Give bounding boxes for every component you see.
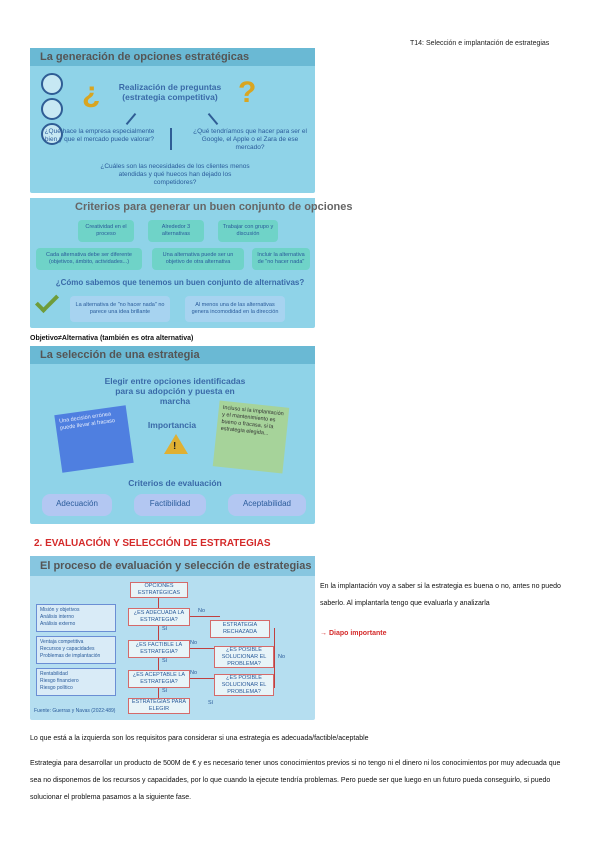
requisitos-factibilidad: Ventaja competitiva Recursos y capacidades Problemas de implantación — [36, 636, 116, 664]
criteria-factibilidad: Factibilidad — [134, 494, 206, 516]
slide-title: La selección de una estrategia — [30, 346, 315, 364]
criteria-pill: Cada alternativa debe ser diferente (objetivos, ámbito, actividades...) — [36, 248, 142, 270]
paragraph: Estrategia para desarrollar un producto de 500M de € y es necesario tener unos conocimientos previos si no tengo ni el dinero ni los conocimientos por muy adecuada que sea no disponemos de los recursos y capacidades, por lo que cuando la ejecute tendría problemas. Pero puede ser que luego en un futuro pueda conseguirlo, si puedo solucionar el problema pasamos a la siguiente fase. — [30, 760, 561, 801]
slide-subtitle: Elegir entre opciones identificadas para su adopción y puesta en marcha — [104, 376, 246, 406]
flow-solucionar-2: ¿ES POSIBLE SOLUCIONAR EL PROBLEMA? — [214, 674, 274, 696]
arrow-icon — [208, 113, 219, 125]
criteria-aceptabilidad: Aceptabilidad — [228, 494, 306, 516]
criteria-title: Criterios de evaluación — [128, 478, 222, 488]
criteria-adecuacion: Adecuación — [42, 494, 112, 516]
slide-title: La generación de opciones estratégicas — [30, 48, 315, 66]
flow-rechazada: ESTRATEGIA RECHAZADA — [210, 620, 270, 638]
slide-title: Criterios para generar un buen conjunto de opciones — [30, 198, 315, 216]
question-mark-icon: ? — [238, 76, 257, 109]
flow-q-factible: ¿ES FACTIBLE LA ESTRATEGIA? — [128, 640, 190, 658]
criteria-pill: Alrededor 3 alternativas — [148, 220, 204, 242]
requisitos-adecuacion: Misión y objetivos Análisis interno Análisis externo — [36, 604, 116, 632]
slide-proceso-evaluacion: El proceso de evaluación y selección de estrategias OPCIONES ESTRATÉGICAS ¿ES ADECUADA LA ESTRATEGIA? Sí ¿ES FACTIBLE LA ESTRATEGIA? Sí ¿ES ACEPTABLE LA ESTRATEGIA? Sí ESTRATEGIAS PARA ELEGIR No ESTRATEGIA RECHAZADA No ¿ES POSIBLE SOLUCIONAR EL PROBLEMA? No ¿ES POSIBLE SOLUCIONAR EL PROBLEMA? No Sí Misión y objetivos Análisis interno Análisis externo Ventaja competitiva Recursos y capacidades Problemas de implantación Rentabilidad Riesgo financiero Riesgo político Fuente: Guerras y Navas (2022:489) — [30, 556, 315, 720]
criteria-pill: Una alternativa puede ser un objetivo de otra alternativa — [152, 248, 244, 270]
slide-generacion-opciones — [30, 48, 315, 193]
flow-q-adecuada: ¿ES ADECUADA LA ESTRATEGIA? — [128, 608, 190, 626]
sticky-note: Incluso si la implantación y el mantenimiento es bueno o fracasa, si la estrategia elegida... — [213, 401, 290, 474]
slide-source: Fuente: Guerras y Navas (2022:489) — [34, 708, 116, 714]
importance-label: Importancia — [147, 420, 197, 430]
important-note: → Diapo importante — [320, 630, 387, 637]
checkmark-icon — [35, 289, 59, 313]
slide-seleccion-estrategia: La selección de una estrategia Elegir entre opciones identificadas para su adopción y puesta en marcha Una decisión errónea puede llevar al fracaso Importancia ! Incluso si la implantación y el mantenimiento es bueno o fracasa, si la estrategia elegida... Criterios de evaluación Adecuación Factibilidad Aceptabilidad — [30, 346, 315, 524]
question-bottom: ¿Cuáles son las necesidades de los clientes menos atendidas y qué huecos han dejado los competidores? — [100, 163, 250, 186]
answer-pill: La alternativa de "no hacer nada" no parece una idea brillante — [70, 296, 170, 322]
caption: Objetivo≠Alternativa (también es otra alternativa) — [30, 335, 194, 342]
criteria-pill: Trabajar con grupo y discusión — [218, 220, 278, 242]
slide-center-text: Realización de preguntas (estrategia competitiva) — [118, 82, 222, 102]
criteria-pill: Creatividad en el proceso — [78, 220, 134, 242]
question-left: ¿Qué hace la empresa especialmente bien y que el mercado puede valorar? — [44, 128, 155, 143]
page-header: T14: Selección e implantación de estrategias — [410, 40, 550, 47]
flow-q-aceptable: ¿ES ACEPTABLE LA ESTRATEGIA? — [128, 670, 190, 688]
section-title: 2. EVALUACIÓN Y SELECCIÓN DE ESTRATEGIAS — [34, 538, 271, 549]
side-note: En la implantación voy a saber si la estrategia es buena o no, antes no puedo saberlo. Al implantarla tengo que evaluarla y analizarla — [320, 583, 561, 607]
paragraph: Lo que está a la izquierda son los requisitos para considerar si una estrategia es adecuada/factible/aceptable — [30, 735, 369, 742]
requisitos-aceptabilidad: Rentabilidad Riesgo financiero Riesgo político — [36, 668, 116, 696]
sticky-note: Una decisión errónea puede llevar al fracaso — [54, 405, 133, 472]
slide-criterios-opciones — [30, 198, 353, 328]
criteria-pill: Incluir la alternativa de "no hacer nada" — [252, 248, 310, 270]
flow-elegir: ESTRATEGIAS PARA ELEGIR — [128, 698, 190, 714]
question-right: ¿Qué tendríamos que hacer para ser el Google, el Apple o el Zara de ese mercado? — [193, 128, 307, 151]
answer-pill: Al menos una de las alternativas genera incomodidad en la dirección — [185, 296, 285, 322]
question-mark-icon: ¿ — [82, 76, 101, 109]
slide-title: El proceso de evaluación y selección de estrategias — [30, 556, 315, 576]
flow-solucionar-1: ¿ES POSIBLE SOLUCIONAR EL PROBLEMA? — [214, 646, 274, 668]
flow-opciones: OPCIONES ESTRATÉGICAS — [130, 582, 188, 598]
arrow-icon — [126, 113, 137, 125]
arrow-icon — [170, 128, 172, 150]
slide-question: ¿Cómo sabemos que tenemos un buen conjunto de alternativas? — [55, 278, 305, 287]
